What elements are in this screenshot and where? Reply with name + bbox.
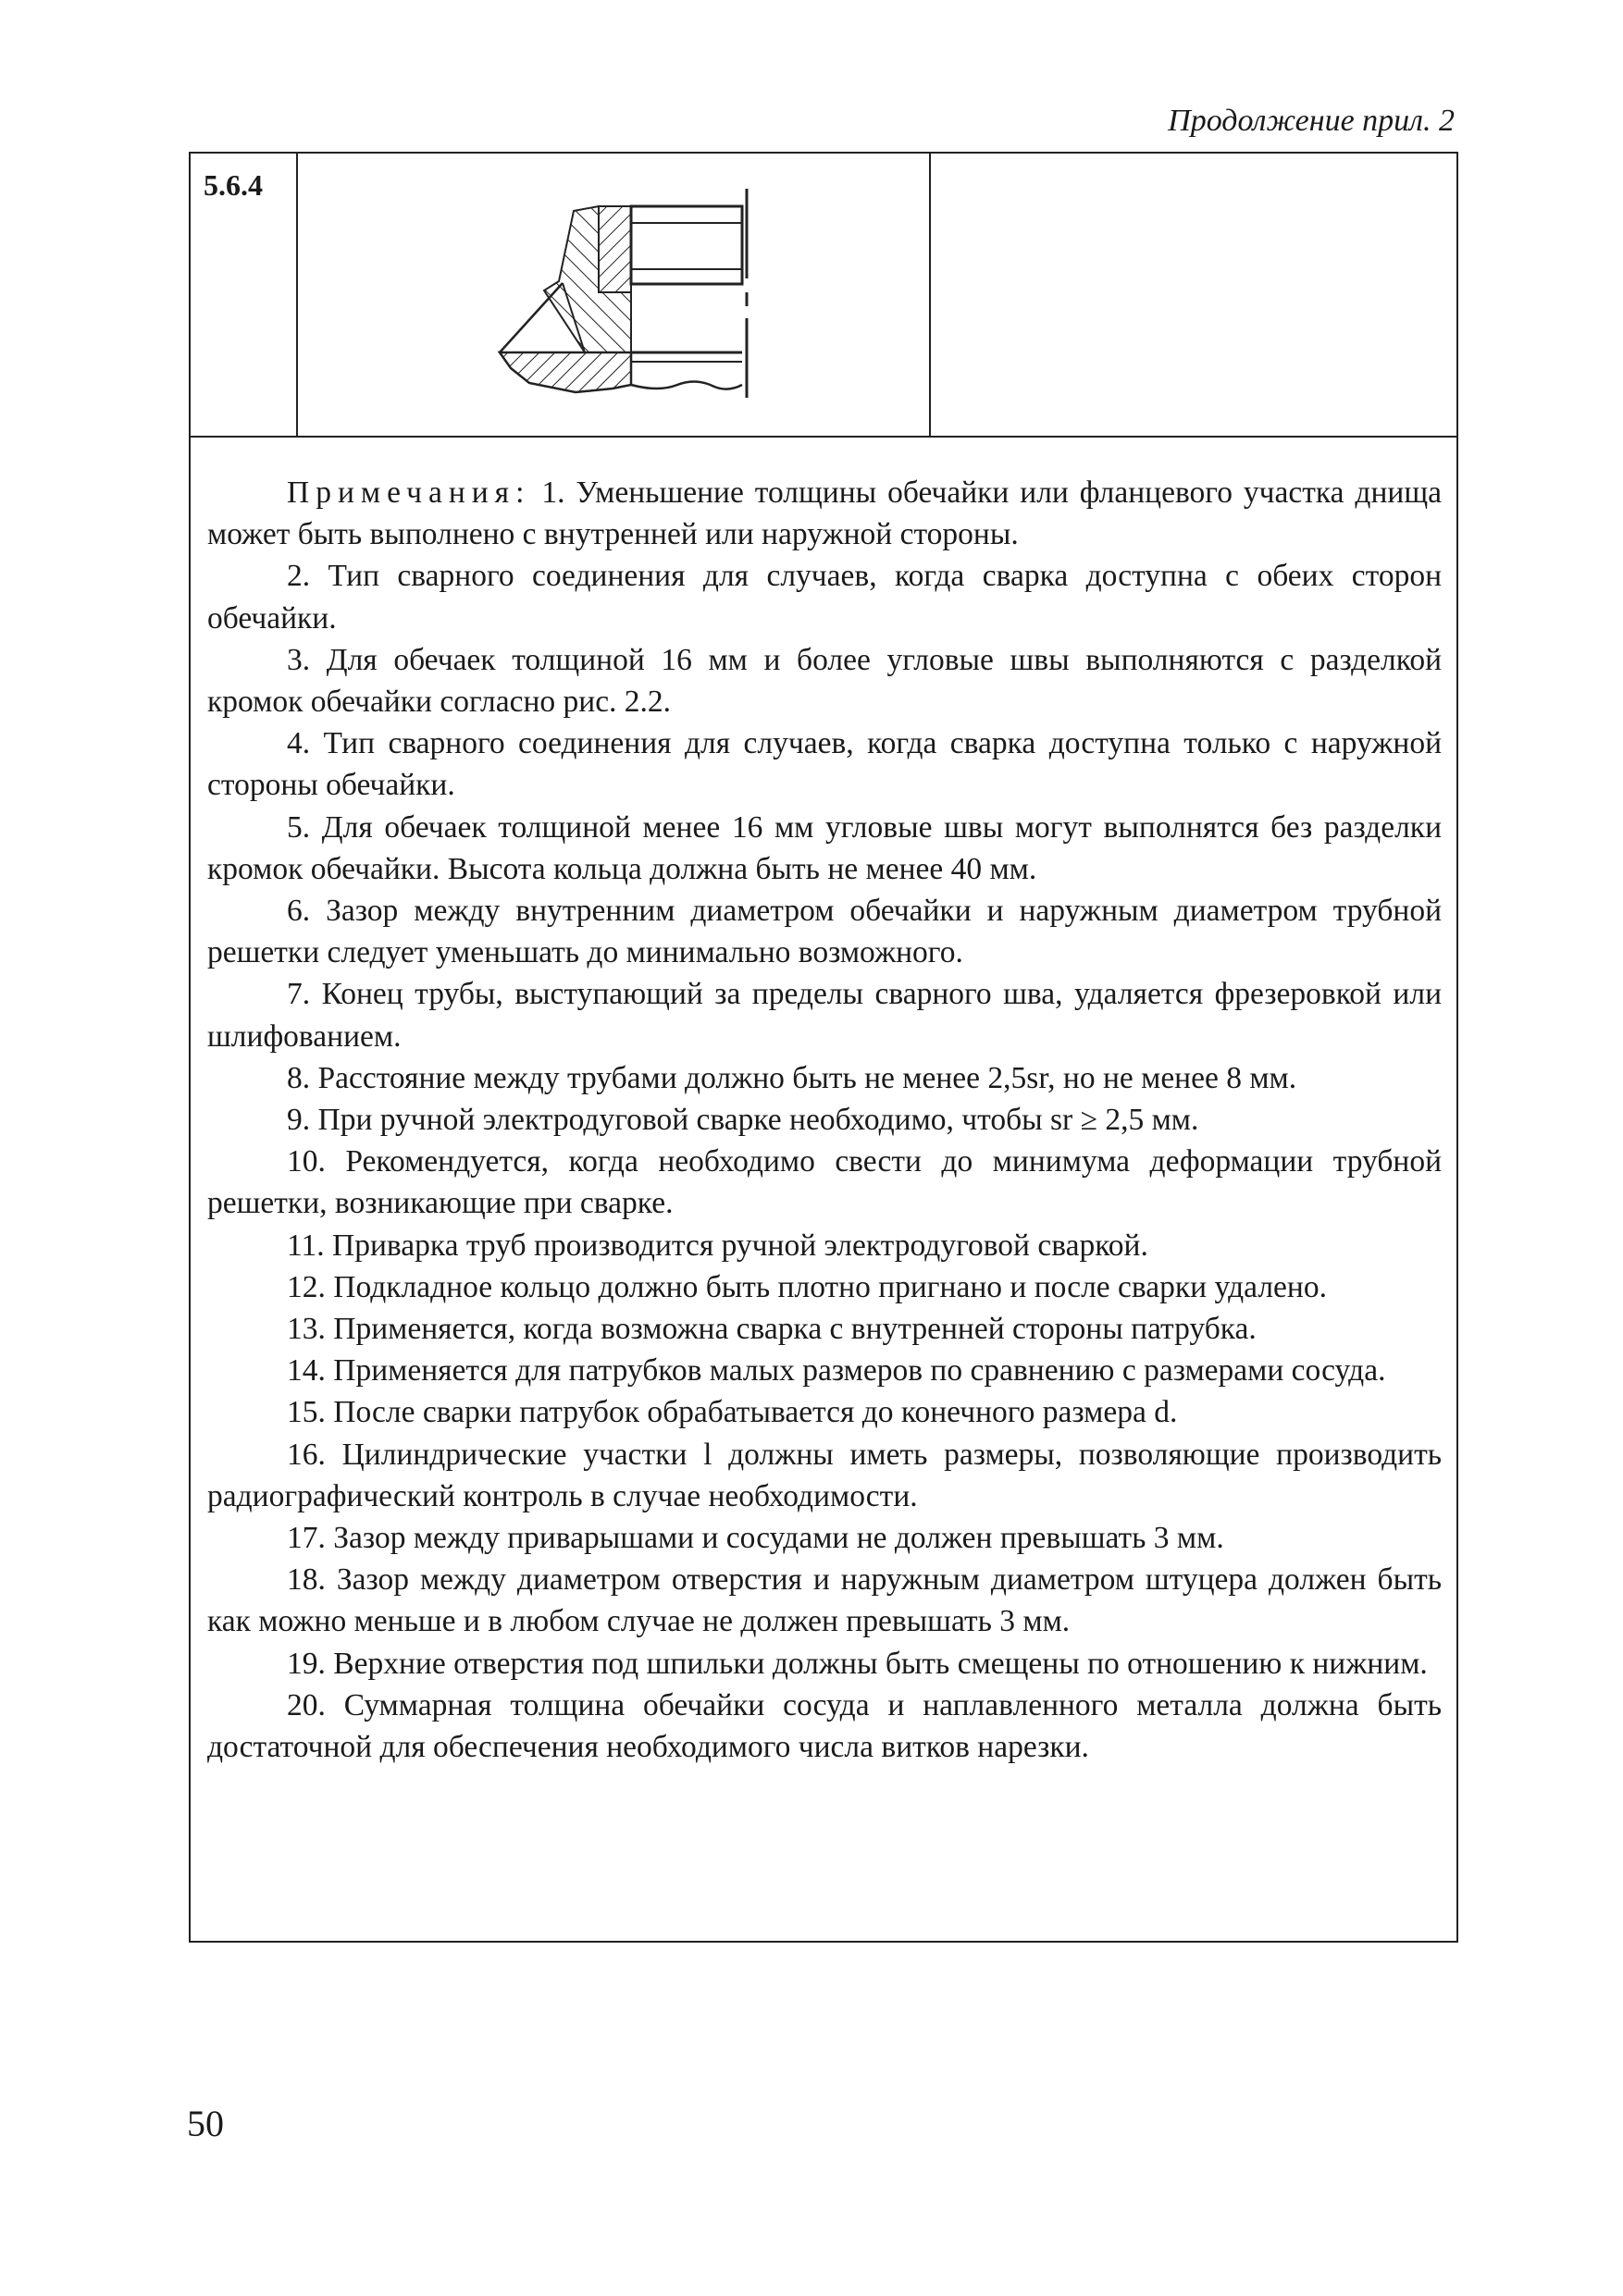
continuation-note: Продолжение прил. 2: [1168, 104, 1455, 138]
page-number: 50: [187, 2103, 224, 2144]
notes-section: [207, 472, 1442, 1768]
note-8: 8. Расстояние между трубами должно быть не менее 2,5sr, но не менее 8 мм.: [287, 1060, 1297, 1095]
note-11: 11. Приварка труб производится ручной электродуговой сваркой.: [287, 1228, 1148, 1263]
note-20: 20. Суммарная толщина обечайки сосуда и наплавленного металла должна быть достаточной для обеспечения необходимого числа витков нарезки.: [207, 1687, 1442, 1765]
note-4: 4. Тип сварного соединения для случаев, когда сварка доступна только с наружной стороны обечайки.: [207, 726, 1442, 803]
note-5: 5. Для обечаек толщиной менее 16 мм угловые швы могут выполнятся без разделки кромок обечайки. Высота кольца должна быть не менее 40 мм.: [207, 809, 1442, 886]
note-9: 9. При ручной электродуговой сварке необходимо, чтобы sr ≥ 2,5 мм.: [287, 1103, 1199, 1138]
note-19: 19. Верхние отверстия под шпильки должны быть смещены по отношению к нижним.: [287, 1646, 1428, 1681]
note-6: 6. Зазор между внутренним диаметром обечайки и наружным диаметром трубной решетки следует уменьшать до минимально возможного.: [207, 894, 1442, 970]
note-7: 7. Конец трубы, выступающий за пределы сварного шва, удаляется фрезеровкой или шлифованием.: [207, 977, 1442, 1054]
row-number: 5.6.4: [191, 154, 298, 436]
note-16: 16. Цилиндрические участки l должны иметь размеры, позволяющие производить радиографический контроль в случае необходимости.: [207, 1437, 1442, 1513]
weld-joint-section-drawing-icon: [298, 154, 931, 436]
drawing-cell: [298, 154, 931, 436]
note-10: 10. Рекомендуется, когда необходимо свести до минимума деформации трубной решетки, возникающие при сварке.: [207, 1144, 1442, 1221]
note-18: 18. Зазор между диаметром отверстия и наружным диаметром штуцера должен быть как можно меньше и в любом случае не должен превышать 3 мм.: [207, 1562, 1442, 1639]
note-3: 3. Для обечаек толщиной 16 мм и более угловые швы выполняются с разделкой кромок обечайки согласно рис. 2.2.: [207, 642, 1442, 720]
note-17: 17. Зазор между приварышами и сосудами не должен превышать 3 мм.: [287, 1521, 1224, 1556]
note-13: 13. Применяется, когда возможна сварка с внутренней стороны патрубка.: [287, 1312, 1257, 1347]
note-14: 14. Применяется для патрубков малых размеров по сравнению с размерами сосуда.: [287, 1353, 1386, 1389]
appendix-table: [189, 152, 1458, 1943]
notes-heading: Примечания:: [287, 475, 531, 510]
note-2: 2. Тип сварного соединения для случаев, когда сварка доступна с обеих сторон обечайки.: [207, 559, 1442, 636]
note-15: 15. После сварки патрубок обрабатывается до конечного размера d.: [287, 1395, 1178, 1430]
table-row: [191, 154, 1456, 438]
note-12: 12. Подкладное кольцо должно быть плотно пригнано и после сварки удалено.: [287, 1269, 1327, 1304]
empty-cell: [931, 154, 1458, 436]
note-1: Примечания: 1. Уменьшение толщины обечайки или фланцевого участка днища может быть выполнено с внутренней или наружной стороны.: [207, 475, 1443, 552]
